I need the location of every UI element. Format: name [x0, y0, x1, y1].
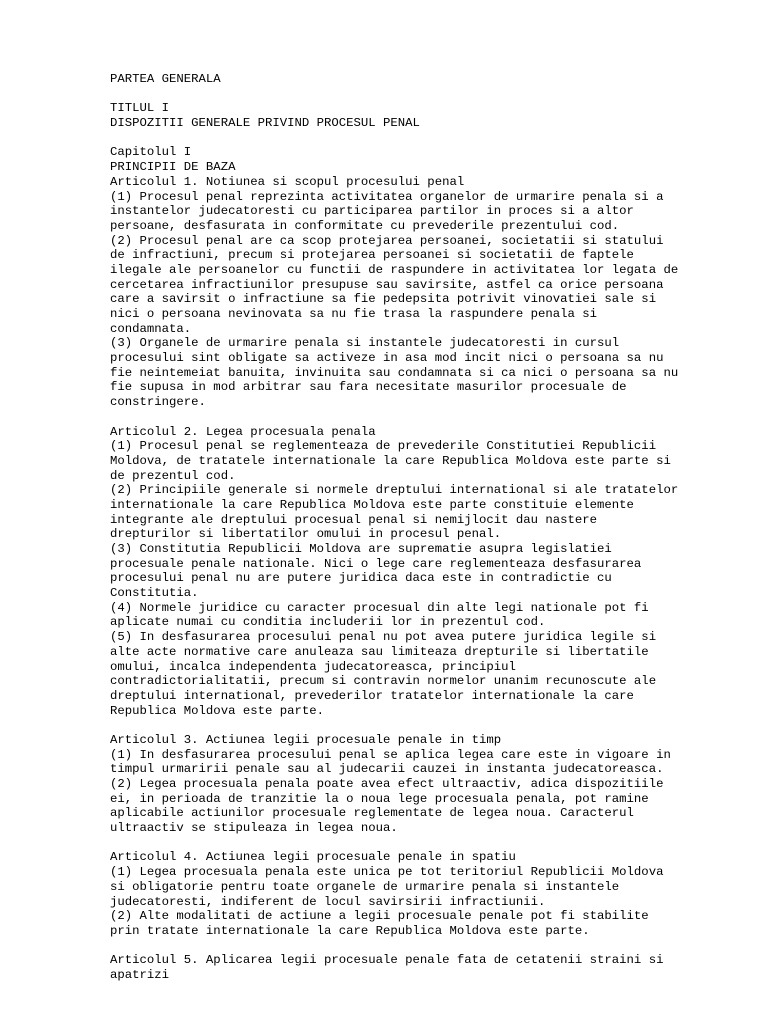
blank-line [110, 410, 760, 425]
text-line: drepturilor si libertatilor omului in procesul penal. [110, 527, 502, 542]
text-line: (1) Procesul penal reprezinta activitatea organelor de urmarire penala si a [110, 189, 664, 204]
text-line: Articolul 2. Legea procesuala penala [110, 424, 376, 439]
text-line: constringere. [110, 395, 206, 410]
blank-line [110, 87, 760, 102]
text-line: alte acte normative care anuleaza sau limiteaza drepturile si libertatile [110, 644, 649, 659]
text-line: Constitutia. [110, 586, 199, 601]
text-line: procesului sint obligate sa activeze in asa mod incit nici o persoana sa nu [110, 351, 664, 366]
text-line: integrante ale dreptului procesual penal si nemijlocit dau nastere [110, 512, 598, 527]
text-line: ultraactiv se stipuleaza in legea noua. [110, 821, 398, 836]
document-body [110, 72, 760, 983]
text-line: (1) Legea procesuala penala este unica pe tot teritoriul Republicii Moldova [110, 865, 664, 880]
text-line: persoane, desfasurata in conformitate cu prevederile prezentului cod. [110, 218, 620, 233]
text-line: Capitolul I [110, 145, 192, 160]
text-line: de infractiuni, precum si protejarea persoanei si societatii de faptele [110, 248, 634, 263]
text-line: condamnata. [110, 321, 192, 336]
text-line: Articolul 1. Notiunea si scopul procesului penal [110, 174, 465, 189]
text-line: fie neintemeiat banuita, invinuita sau condamnata si ca nici o persoana sa nu [110, 365, 679, 380]
blank-line [110, 131, 760, 146]
text-line: instantelor judecatoresti cu participarea partilor in proces si a altor [110, 204, 634, 219]
text-line: timpul urmaririi penale sau al judecarii cauzei in instanta judecatoreasca. [110, 762, 664, 777]
text-line: PARTEA GENERALA [110, 72, 221, 86]
text-line: (4) Normele juridice cu caracter procesual din alte legi nationale pot fi [110, 600, 649, 615]
text-line: cercetarea infractiunilor presupuse sau savirsite, astfel ca orice persoana [110, 277, 664, 292]
text-line: de prezentul cod. [110, 468, 236, 483]
text-line: Republica Moldova este parte. [110, 703, 325, 718]
text-line: (3) Organele de urmarire penala si instantele judecatoresti in cursul [110, 336, 620, 351]
text-line: (5) In desfasurarea procesului penal nu pot avea putere juridica legile si [110, 630, 657, 645]
text-line: dreptului international, prevederilor tratatelor internationale la care [110, 688, 634, 703]
blank-line [110, 836, 760, 851]
text-line: internationale la care Republica Moldova este parte constituie elemente [110, 497, 634, 512]
text-line: (3) Constitutia Republicii Moldova are suprematie asupra legislatiei [110, 542, 612, 556]
text-line: fie supusa in mod arbitrar sau fara necesitate masurilor procesuale de [110, 380, 627, 395]
text-line: si obligatorie pentru toate organele de urmarire penala si instantele [110, 879, 620, 894]
text-line: care a savirsit o infractiune sa fie pedepsita potrivit vinovatiei sale si [110, 292, 657, 307]
text-line: apatrizi [110, 967, 170, 982]
blank-line [110, 939, 760, 954]
text-line: (1) Procesul penal se reglementeaza de prevederile Constitutiei Republicii [110, 439, 657, 454]
text-line: Articolul 4. Actiunea legii procesuale penale in spatiu [110, 850, 516, 865]
text-line: TITLUL I [110, 101, 170, 116]
text-line: (1) In desfasurarea procesului penal se aplica legea care este in vigoare in [110, 747, 671, 762]
text-line: procesului penal nu are putere juridica daca este in contradictie cu [110, 571, 612, 586]
text-line: (2) Principiile generale si normele dreptului international si ale tratatelor [110, 483, 679, 498]
text-line: ilegale ale persoanelor cu functii de raspundere in activitatea lor legata de [110, 262, 679, 277]
text-line: Articolul 5. Aplicarea legii procesuale penale fata de cetatenii straini si [110, 953, 664, 968]
text-line: (2) Alte modalitati de actiune a legii procesuale penale pot fi stabilite [110, 909, 649, 924]
text-line: ei, in perioada de tranzitie la o noua lege procesuala penala, pot ramine [110, 791, 649, 806]
text-line: Articolul 3. Actiunea legii procesuale penale in timp [110, 732, 502, 747]
text-line: nici o persoana nevinovata sa nu fie trasa la raspundere penala si [110, 307, 598, 321]
text-line: contradictorialitatii, precum si contravin normelor unanim recunoscute ale [110, 674, 657, 689]
text-line: omului, incalca independenta judecatoreasca, principiul [110, 659, 516, 674]
text-line: aplicate numai cu conditia includerii lor in prezentul cod. [110, 615, 546, 630]
text-line: (2) Legea procesuala penala poate avea efect ultraactiv, adica dispozitiile [110, 777, 664, 791]
text-line: DISPOZITII GENERALE PRIVIND PROCESUL PENAL [110, 116, 420, 131]
text-line: prin tratate internationale la care Republica Moldova este parte. [110, 923, 590, 938]
text-line: PRINCIPII DE BAZA [110, 160, 236, 175]
blank-line [110, 718, 760, 733]
text-line: aplicabile actiunilor procesuale reglementate de legea noua. Caracterul [110, 806, 634, 821]
text-line: (2) Procesul penal are ca scop protejarea persoanei, societatii si statului [110, 233, 664, 248]
text-line: procesuale penale nationale. Nici o lege care reglementeaza desfasurarea [110, 556, 642, 571]
text-line: Moldova, de tratatele internationale la care Republica Moldova este parte si [110, 453, 671, 468]
text-line: judecatoresti, indiferent de locul savirsirii infractiunii. [110, 894, 546, 909]
